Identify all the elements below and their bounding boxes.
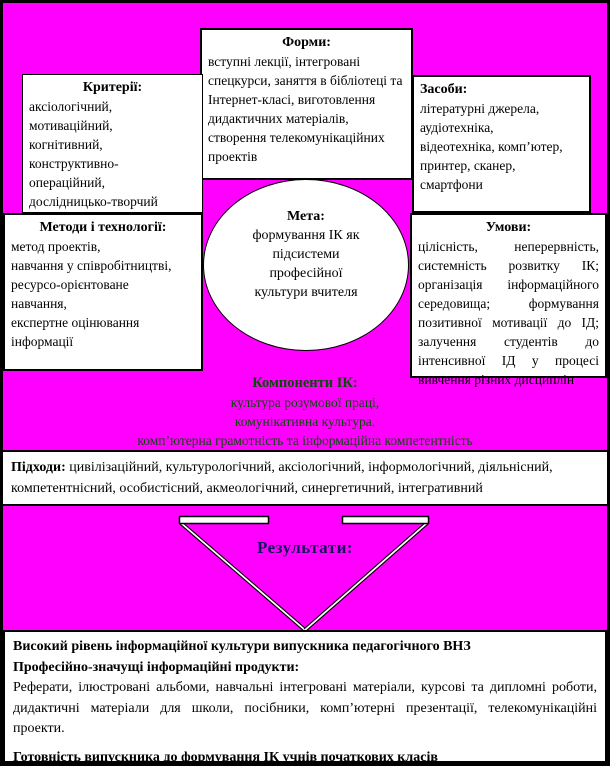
conditions-title: Умови:: [485, 220, 532, 235]
approaches-strip: [3, 450, 607, 506]
goal-ellipse: [203, 179, 409, 351]
goal-title: Мета:: [287, 209, 325, 224]
means-title: Засоби:: [420, 82, 468, 97]
forms-title: Форми:: [282, 35, 331, 50]
criteria-list: аксіологічний, мотиваційний, когнітивний, конструктивно- операційний, дослідницько-творчий: [29, 99, 158, 209]
forms-box: [200, 28, 413, 180]
funnel-top-left-bar: [180, 517, 269, 524]
conditions-box: [410, 213, 607, 387]
results-line-3: Реферати, ілюстровані альбоми, навчальні інтегровані матеріали, курсові та дипломні роботи, дидактичні матеріали для школи, посібники, комп’ютерні презентації, телекомунікаційні проекти.: [13, 680, 597, 736]
results-line-2: Професійно-значущі інформаційні продукти:: [13, 659, 300, 675]
funnel-top-right-bar: [343, 517, 429, 524]
means-list: літературні джерела, аудіотехніка, відеотехніка, комп’ютер, принтер, сканер, смартфони: [420, 101, 563, 192]
methods-list: метод проектів, навчання у співробітництві, ресурсо-орієнтоване навчання, експертне оцінювання інформації: [11, 239, 172, 349]
criteria-title: Критерії:: [82, 80, 143, 95]
methods-title: Методи і технології:: [39, 220, 167, 235]
conditions-body: цілісність, неперервність, системність розвитку ІК; організація інформаційного середовища; формування позитивної мотивації до ІД; залучення студентів до інтенсивної ІД у процесі вивчення різних дисциплін: [418, 239, 599, 387]
means-box: [412, 75, 591, 213]
components-title: Компоненти ІК:: [252, 375, 358, 391]
results-label: Результати:: [256, 538, 354, 557]
results-line-4: Готовність випускника до формування ІК учнів початкових класів: [13, 749, 438, 765]
results-line-1: Високий рівень інформаційної культури випускника педагогічного ВНЗ: [13, 639, 471, 654]
forms-body: вступні лекції, інтегровані спецкурси, заняття в бібліотеці та Інтернет-класі, виготовлення дидактичних матеріалів, створення телекомунікаційних проектів: [208, 54, 403, 164]
results-box: [3, 630, 607, 763]
approaches-text: цивілізаційний, культурологічний, аксіологічний, інформологічний, діяльнісний, компетентнісний, особистісний, акмеологічний, синергетичний, інтегративний: [11, 460, 553, 496]
methods-box: [3, 213, 203, 371]
goal-body: формування ІК як підсистеми професійної культури вчителя: [252, 228, 360, 300]
criteria-box: [22, 74, 203, 213]
funnel-arrow-shape: [150, 510, 460, 636]
approaches-label: Підходи:: [11, 460, 66, 475]
components-block: [3, 374, 607, 450]
components-list: культура розумової праці, комунікативна культура, комп’ютерна грамотність та інформаційна компетентність: [137, 395, 473, 448]
